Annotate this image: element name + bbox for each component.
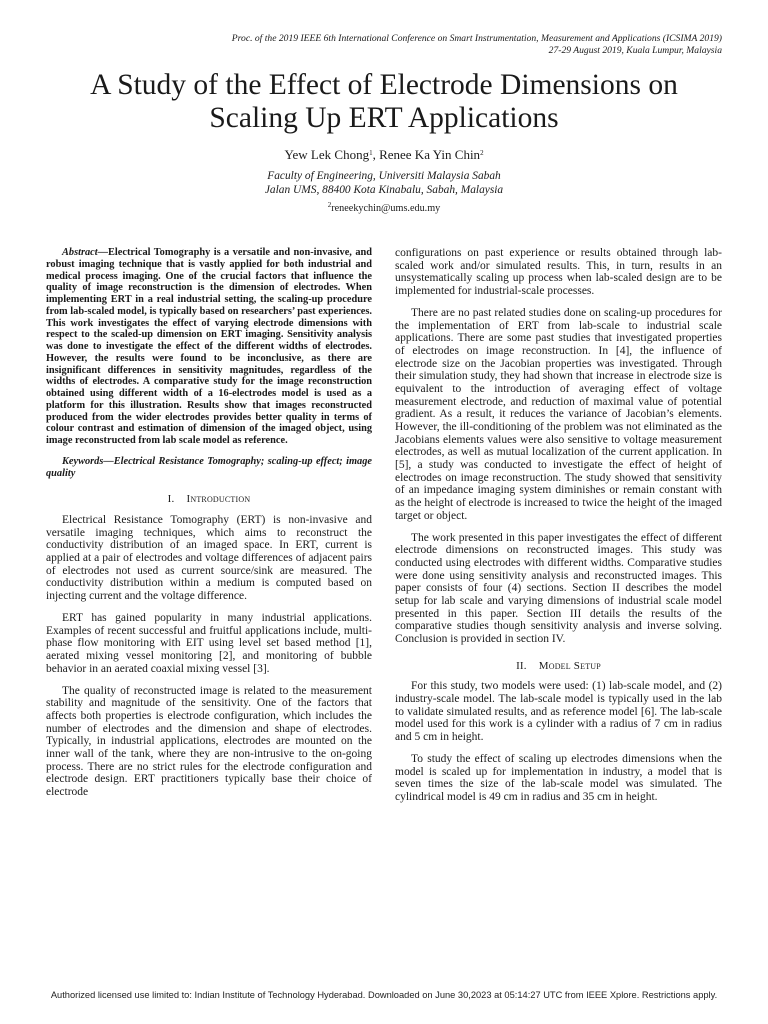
author-email[interactable] (0, 203, 768, 214)
author-1-name: Yew Lek Chong (284, 147, 370, 162)
section-number: I. (167, 493, 175, 506)
author-list (0, 147, 768, 163)
keywords (46, 456, 372, 480)
license-footer: Authorized licensed use limited to: Indian Institute of Technology Hyderabad. Downloaded on June 30,2023 at 05:14:27 UTC from IEEE Xplore. Restrictions apply. (50, 990, 718, 1000)
paragraph: ERT has gained popularity in many industrial applications. Examples of recent successful and fruitful applications include, multi-phase flow monitoring with EIT using level set based method [1], aerated mixing vessel monitoring [2], and monitoring of bubble behavior in an aerated coaxial mixing vessel [3]. (46, 612, 372, 675)
paper-title-line-1: A Study of the Effect of Electrode Dimensions on (90, 69, 678, 101)
email-superscript: 2 (327, 201, 332, 209)
abstract (46, 247, 372, 447)
paragraph: The quality of reconstructed image is related to the measurement stability and magnitude of the sensitivity. One of the factors that affects both properties is electrode configuration, which includes the number of electrodes and the dimension and shape of electrodes. Typically, in industrial applications, electrodes are mounted on the inner wall of the tank, where they are non-intrusive to the on-going process. There are no strict rules for the electrode configuration and electrode design. ERT practitioners typically base their choice of electrode (46, 684, 372, 799)
proceedings-line-2: 27-29 August 2019, Kuala Lumpur, Malaysia (548, 45, 722, 56)
author-2-name: Renee Ka Yin Chin (379, 147, 481, 162)
keywords-text: Electrical Resistance Tomography; scaling-up effect; image quality (46, 455, 372, 479)
abstract-lead: Abstract (62, 247, 98, 258)
author-2-superscript: 2 (480, 149, 484, 157)
author-1-superscript: 1 (369, 149, 373, 157)
affiliation-line-1: Faculty of Engineering, Universiti Malaysia Sabah (267, 170, 501, 182)
section-heading-introduction (46, 493, 372, 506)
paper-title-line-2: Scaling Up ERT Applications (209, 102, 559, 134)
proceedings-line-1: Proc. of the 2019 IEEE 6th International Conference on Smart Instrumentation, Measurement and Applications (ICSIMA 2019) (231, 33, 722, 44)
section-title: Model Setup (538, 659, 601, 672)
author-separator: , (372, 147, 380, 162)
abstract-dash: — (97, 247, 108, 258)
email-address[interactable]: reneekychin@ums.edu.my (331, 203, 441, 214)
left-column (46, 247, 372, 808)
keywords-dash: — (103, 455, 114, 467)
right-column (395, 247, 722, 813)
paragraph: Electrical Resistance Tomography (ERT) is non-invasive and versatile imaging techniques, which aims to reconstruct the conductivity distribution of an imaged space. In ERT, current is applied at a pair of electrodes and voltage differences of adjacent pairs of electrodes not used as current source/sink are measured. The conductivity distribution within a medium is computed based on injecting current and the voltage difference. (46, 513, 372, 602)
section-title: Introduction (186, 493, 251, 506)
affiliation-line-2: Jalan UMS, 88400 Kota Kinabalu, Sabah, Malaysia (264, 184, 504, 196)
paragraph-continued: configurations on past experience or results obtained through lab-scaled work and/or simulated results. This, in turn, results in an unsystematically scaling up process when lab-scaled design are to be implemented for industrial-scale processes. (395, 247, 722, 297)
paragraph: To study the effect of scaling up electrodes dimensions when the model is scaled up for implementation in industry, a model that is seven times the size of the lab-scale model was simulated. The cylindrical model is 49 cm in radius and 35 cm in height. (395, 753, 722, 804)
section-number: II. (516, 659, 527, 672)
abstract-text: Electrical Tomography is a versatile and non-invasive, and robust imaging technique that is vastly applied for both industrial and medical process imaging. One of the crucial factors that influence the quality of image reconstruction is the dimension of electrodes. When implementing ERT in a real industrial setting, the scaling-up procedure from lab-scaled model, is typically based on researchers’ past experiences. This work investigates the effect of varying electrode dimensions with respect to the scaled-up dimension on ERT imaging. Sensitivity analysis was done to investigate the effect of the different widths of electrodes. However, the results were found to be inconclusive, as there are insignificant differences in sensitivity magnitudes, regardless of the widths of electrodes. A comparative study for the image reconstruction obtained using different width of a 16-electrodes model is used as a platform for this illustration. Results show that images reconstructed produced from the wider electrodes provides better quality in terms of colour contrast and estimation of dimension of the imaged object, using image reconstructed from lab scale model as reference. (46, 247, 372, 446)
paragraph: For this study, two models were used: (1) lab-scale model, and (2) industry-scale model. The lab-scale model is typically used in the lab to validate simulated results, and as reference model [6]. The lab-scale model used for this work is a cylinder with a radius of 7 cm in radius and 5 cm in height. (395, 680, 722, 743)
paragraph: The work presented in this paper investigates the effect of different electrode dimensions on reconstructed images. This study was conducted using electrodes with different widths. Comparative studies were done using sensitivity analysis and reconstructed images. This paper consists of four (4) sections. Section II describes the model setup for lab scale and varying dimensions of industrial scale model presented in this paper. Section III details the results of the comparative studies though sensitivity analysis and inverse solving. Conclusion is provided in section IV. (395, 531, 722, 646)
section-heading-model-setup (395, 660, 722, 673)
paragraph: There are no past related studies done on scaling-up procedures for the implementation of ERT from lab-scale to industrial scale applications. There are some past studies that investigated properties of electrodes on image reconstruction. In [4], the influence of electrode size on the Jacobian properties was investigated. Through their simulation study, they had shown that increase in electrode size is equivalent to the introduction of averaging effect of voltage measurement electrode, and reduction of maximal value of potential gradient. As a result, it reduces the variance of Jacobian’s elements. However, the ill-conditioning of the problem was not eliminated as the Jacobians elements values were also sensitive to voltage measurement electrodes, as well as mutual localization of the current application. In [5], a study was conducted to investigate the effect of height of electrodes on image reconstruction. The study showed that sensitivity of an impedance imaging system diminishes or remain constant with as the height of electrode is increased to twice the height of the imaged target or object. (395, 307, 722, 522)
keywords-lead: Keywords (62, 455, 104, 467)
